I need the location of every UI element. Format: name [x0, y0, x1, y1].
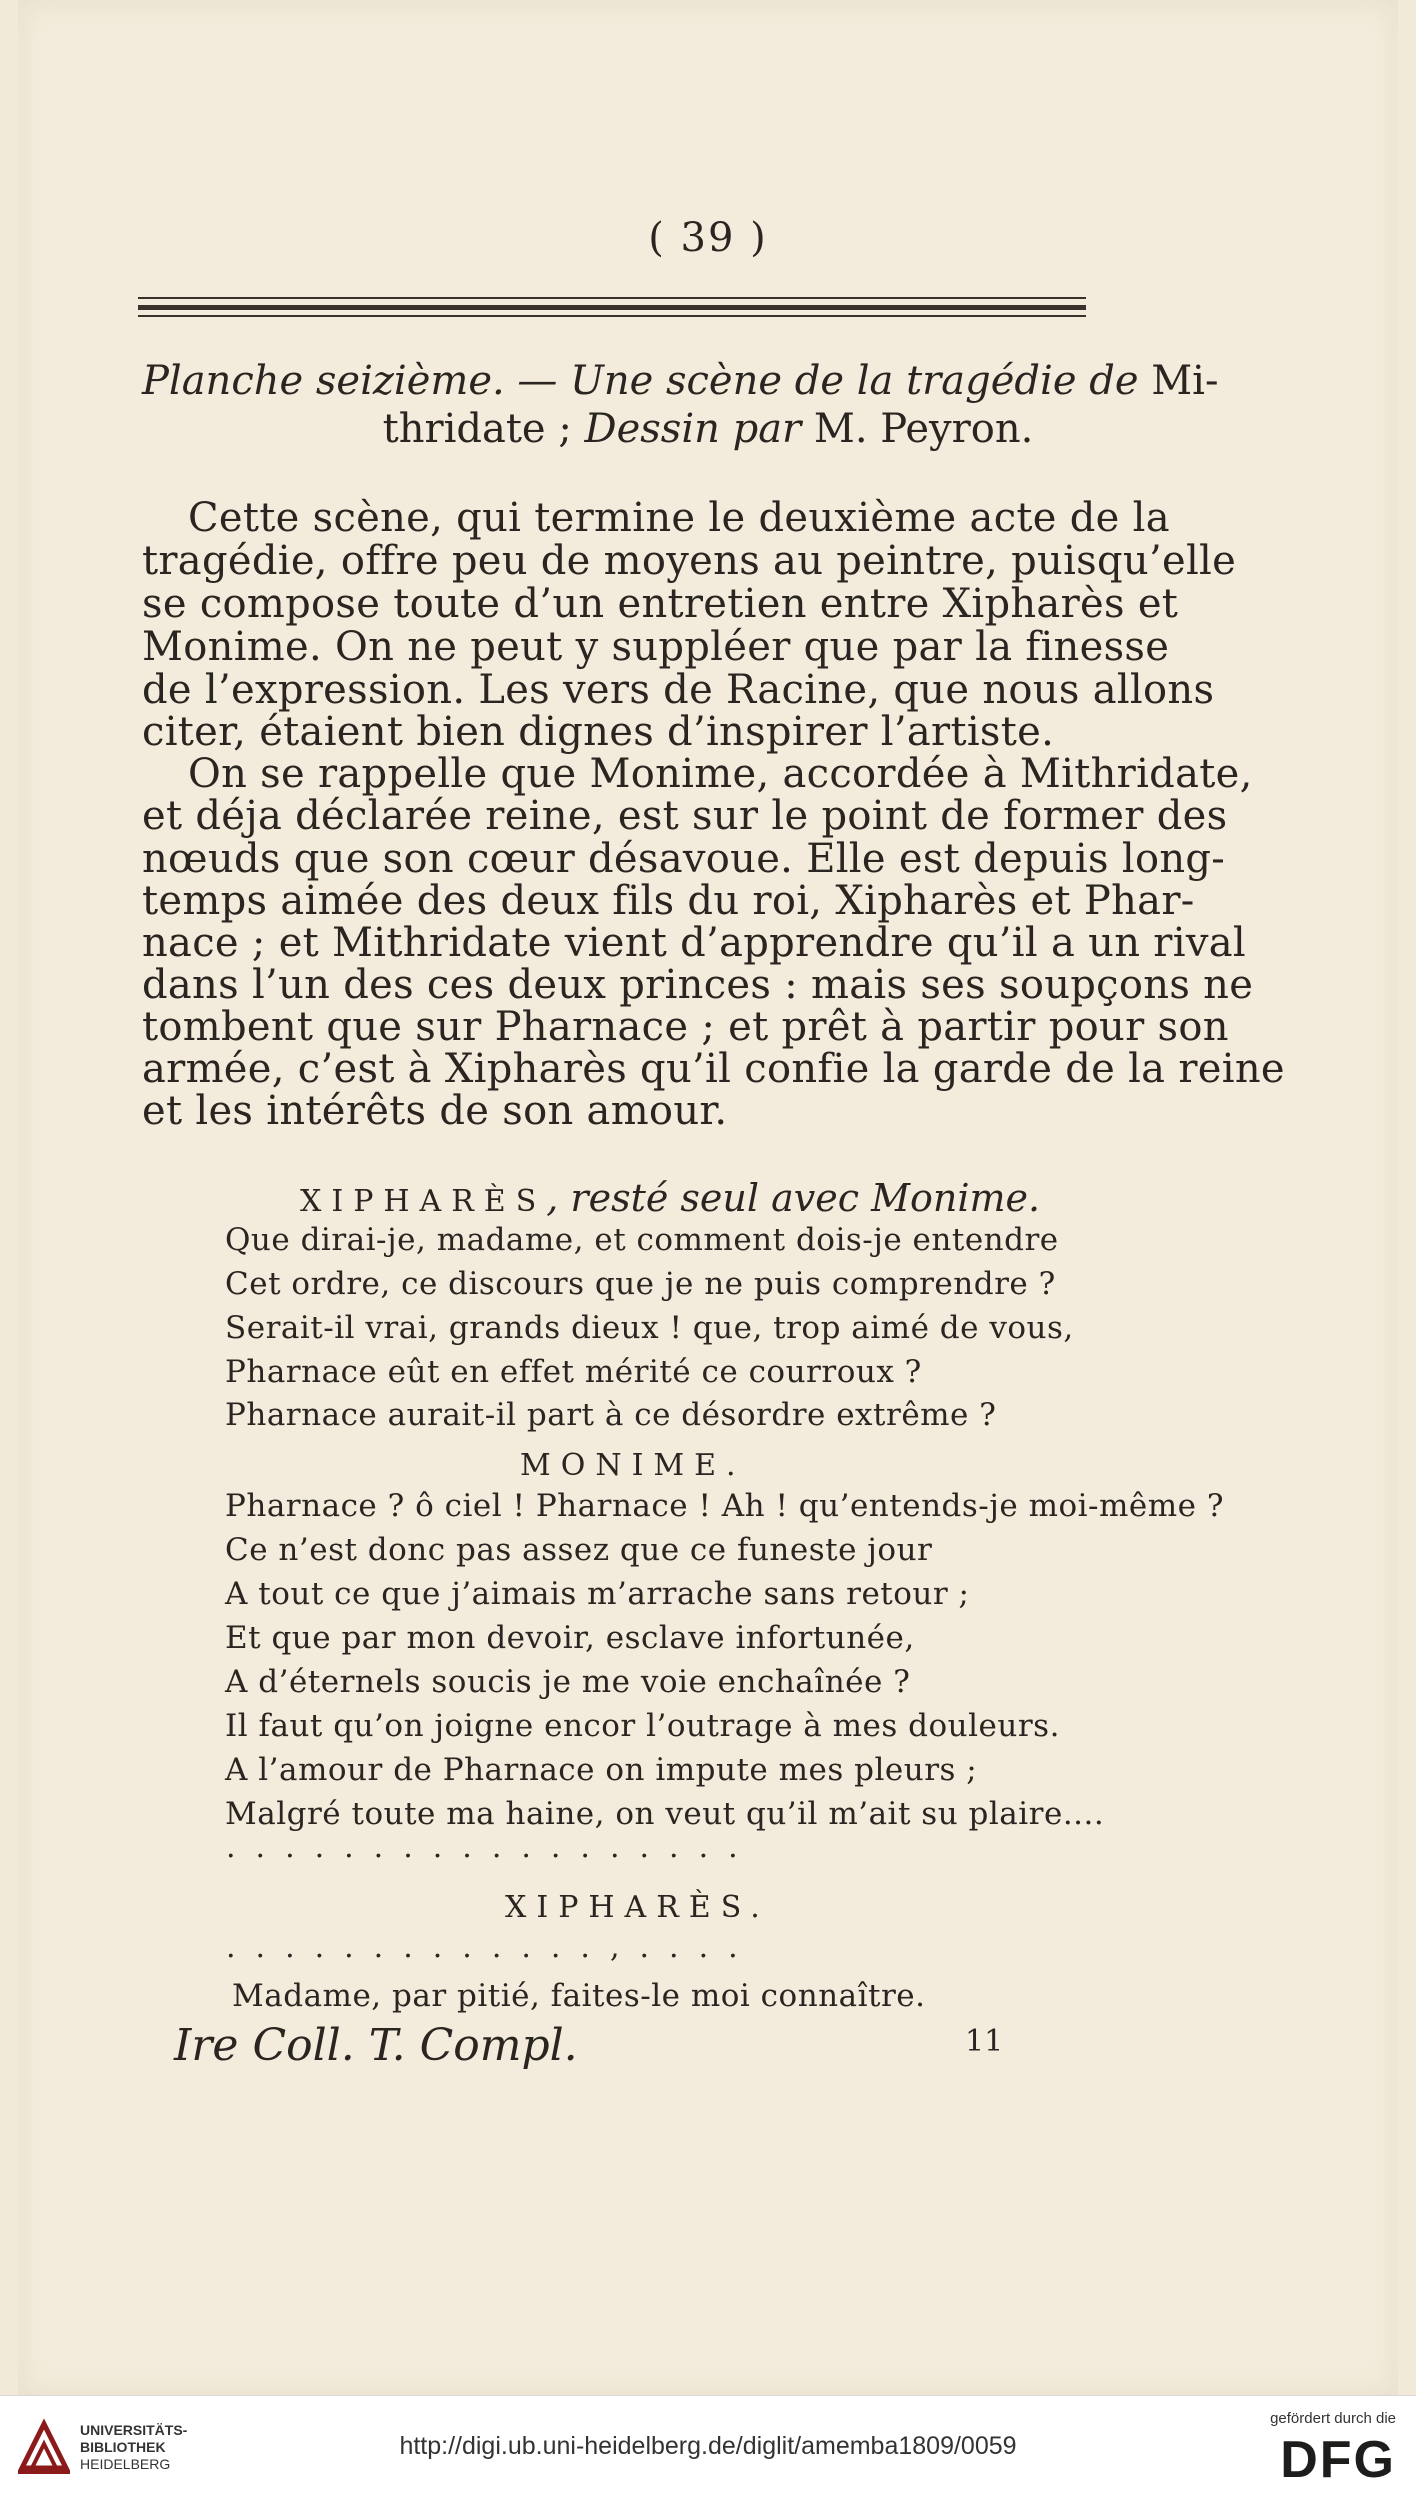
paragraph2-line: dans l’un des ces deux princes : mais ses soupçons ne	[142, 962, 1254, 1008]
page-number: ( 39 )	[648, 215, 768, 261]
plate-title-artist: M. Peyron.	[801, 406, 1034, 452]
paragraph2-line: nace ; et Mithridate vient d’apprendre qu’il a un rival	[142, 920, 1246, 966]
paragraph1-line: se compose toute d’un entretien entre Xipharès et	[142, 581, 1179, 627]
verse-line: Madame, par pitié, faites-le moi connaître.	[232, 1978, 926, 2014]
plate-title-roman: Mi-	[1151, 358, 1219, 404]
ellipsis-line: .............,....	[226, 1930, 758, 1965]
speaker-heading-xiphares	[300, 1176, 1040, 1220]
funding-caption: gefördert durch die	[1270, 2410, 1396, 2427]
verse-line: A tout ce que j’aimais m’arrache sans retour ;	[225, 1576, 970, 1612]
verse-line: A l’amour de Pharnace on impute mes pleurs ;	[225, 1752, 978, 1788]
paragraph2-line: nœuds que son cœur désavoue. Elle est depuis long-	[142, 836, 1226, 882]
header-rule-top	[138, 297, 1086, 299]
verse-line: Pharnace ? ô ciel ! Pharnace ! Ah ! qu’entends-je moi-même ?	[225, 1488, 1224, 1524]
signature-number: 11	[965, 2024, 1004, 2059]
plate-title-play: thridate ;	[382, 406, 585, 452]
footer-bar	[0, 2395, 1416, 2498]
header-rule-bottom	[138, 315, 1086, 317]
plate-title-line1	[142, 358, 1218, 404]
verse-line: Malgré toute ma haine, on veut qu’il m’ait su plaire....	[225, 1796, 1105, 1832]
verse-line: Ce n’est donc pas assez que ce funeste jour	[225, 1532, 933, 1568]
verse-line: Cet ordre, ce discours que je ne puis comprendre ?	[225, 1266, 1056, 1302]
paragraph2-line: temps aimée des deux fils du roi, Xipharès et Phar-	[142, 878, 1195, 924]
paragraph1-line: de l’expression. Les vers de Racine, que nous allons	[142, 667, 1215, 713]
paragraph1-line: tragédie, offre peu de moyens au peintre, puisqu’elle	[142, 538, 1237, 584]
speaker-heading-xiphares-2: XIPHARÈS.	[505, 1890, 770, 1925]
paragraph1-line: Monime. On ne peut y suppléer que par la finesse	[142, 624, 1170, 670]
plate-title-drawing: Dessin par	[584, 406, 802, 452]
plate-title-line2	[0, 406, 1416, 452]
plate-title-italic: Planche seizième. — Une scène de la tragédie de	[142, 358, 1152, 404]
stage-direction: , resté seul avec Monime.	[546, 1176, 1041, 1220]
library-name-line: BIBLIOTHEK	[80, 2439, 166, 2455]
paragraph2-line: armée, c’est à Xipharès qu’il confie la garde de la reine	[142, 1046, 1285, 1092]
paragraph1-line: Cette scène, qui termine le deuxième acte de la	[188, 495, 1170, 541]
speaker-heading-monime: MONIME.	[520, 1448, 746, 1483]
verse-line: Pharnace aurait-il part à ce désordre extrême ?	[225, 1397, 997, 1433]
library-name-line: UNIVERSITÄTS-	[80, 2422, 188, 2438]
paragraph2-line: et les intérêts de son amour.	[142, 1088, 728, 1134]
library-name-line: HEIDELBERG	[80, 2456, 171, 2472]
verse-line: Que dirai-je, madame, et comment dois-je entendre	[225, 1222, 1059, 1258]
paragraph2-line: tombent que sur Pharnace ; et prêt à partir pour son	[142, 1004, 1229, 1050]
verse-line: Il faut qu’on joigne encor l’outrage à mes douleurs.	[225, 1708, 1060, 1744]
ellipsis-line: ..................	[226, 1830, 758, 1865]
verse-line: Serait-il vrai, grands dieux ! que, trop aimé de vous,	[225, 1310, 1074, 1346]
verse-line: Et que par mon devoir, esclave infortunée,	[225, 1620, 915, 1656]
source-url-link[interactable]: http://digi.ub.uni-heidelberg.de/diglit/amemba1809/0059	[399, 2432, 1017, 2460]
verse-line: A d’éternels soucis je me voie enchaînée ?	[225, 1664, 911, 1700]
verse-line: Pharnace eût en effet mérité ce courroux ?	[225, 1354, 922, 1390]
signature-mark: Ire Coll. T. Compl.	[174, 2020, 578, 2071]
paragraph2-line: et déja déclarée reine, est sur le point de former des	[142, 793, 1228, 839]
paragraph1-line: citer, étaient bien dignes d’inspirer l’artiste.	[142, 709, 1055, 755]
dfg-logo: DFG	[1280, 2431, 1396, 2489]
paragraph2-line: On se rappelle que Monime, accordée à Mithridate,	[188, 751, 1253, 797]
speaker-name: XIPHARÈS	[300, 1184, 547, 1219]
header-rule-thick	[138, 305, 1086, 310]
